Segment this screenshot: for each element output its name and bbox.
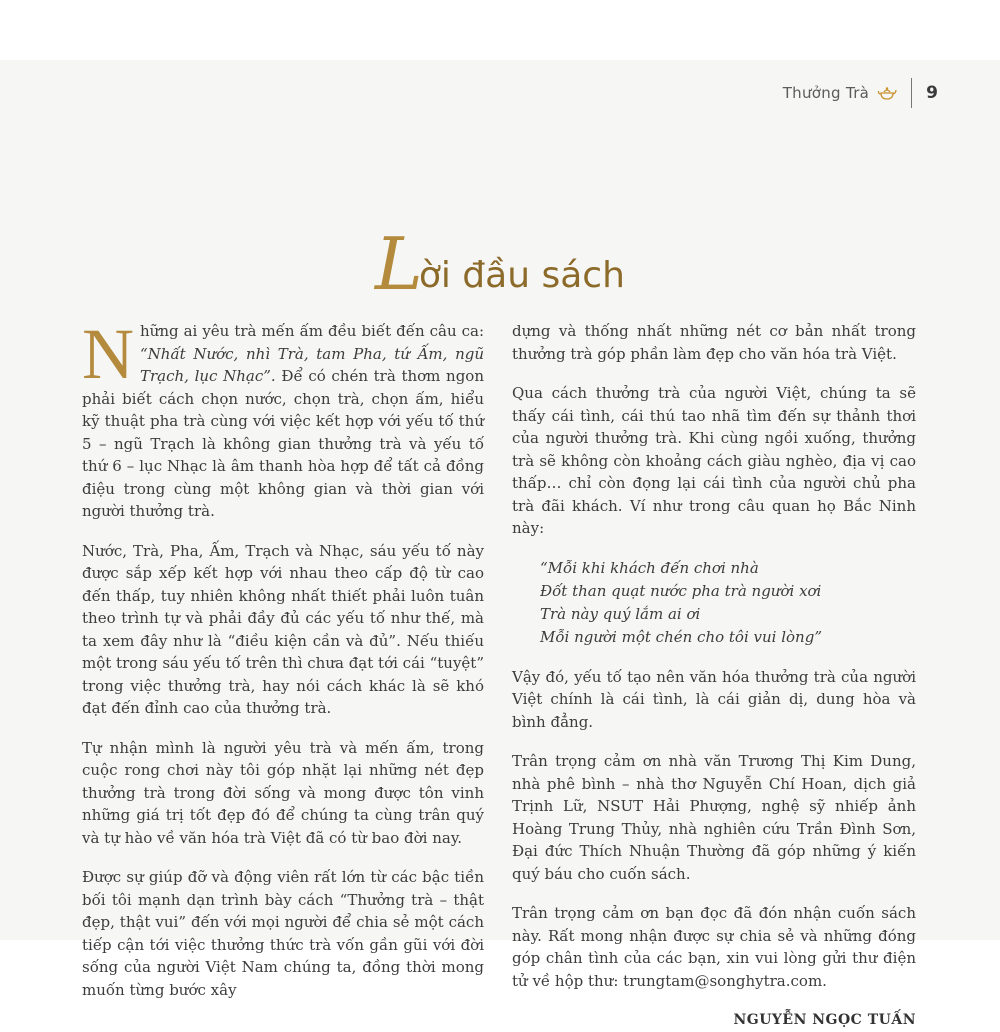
right-column — [512, 320, 916, 1032]
paragraph: Trân trọng cảm ơn bạn đọc đã đón nhận cuốn sách này. Rất mong nhận được sự chia sẻ và những đóng góp chân tình của các bạn, xin vui lòng gửi thư điện tử về hộp thư: trungtam@songhytra.com. — [512, 904, 916, 990]
chapter-heading — [375, 222, 625, 306]
page-number: 9 — [926, 83, 938, 103]
teapot-icon — [877, 84, 897, 102]
heading-initial: L — [375, 222, 423, 306]
author-signature: NGUYỄN NGỌC TUẤN — [733, 1012, 916, 1028]
paragraph — [82, 314, 484, 523]
paragraph-text: hững ai yêu trà mến ấm đều biết đến câu ca: — [140, 322, 484, 340]
heading-text: ời đầu sách — [418, 255, 625, 296]
paragraph: dựng và thống nhất những nét cơ bản nhất trong thưởng trà góp phần làm đẹp cho văn hóa trà Việt. — [512, 322, 916, 363]
header-title: Thưởng Trà — [782, 84, 870, 102]
poem-line: Trà này quý lắm ai ơi — [540, 604, 701, 623]
poem-line: Mỗi người một chén cho tôi vui lòng” — [540, 627, 822, 646]
drop-cap: N — [82, 314, 134, 394]
paragraph: Trân trọng cảm ơn nhà văn Trương Thị Kim Dung, nhà phê bình – nhà thơ Nguyễn Chí Hoan, dịch giả Trịnh Lữ, NSUT Hải Phượng, nghệ sỹ nhiếp ảnh Hoàng Trung Thủy, nhà nghiên cứu Trần Đình Sơn, Đại đức Thích Nhuận Thường đã góp những ý kiến quý báu cho cuốn sách. — [512, 752, 916, 883]
left-column — [82, 314, 484, 1018]
poem-line: Đốt than quạt nước pha trà người xơi — [540, 581, 822, 600]
paragraph: Được sự giúp đỡ và động viên rất lớn từ các bậc tiền bối tôi mạnh dạn trình bày cách “Thưởng trà – thật đẹp, thật vui” đến với mọi người để chia sẻ một cách tiếp cận tới việc thưởng thức trà vốn gần gũi với đời sống của người Việt Nam chúng ta, đồng thời mong muốn từng bước xây — [82, 868, 484, 999]
paragraph: Nước, Trà, Pha, Ấm, Trạch và Nhạc, sáu yếu tố này được sắp xếp kết hợp với nhau theo cấp độ từ cao đến thấp, tuy nhiên không nhất thiết phải luôn tuân theo trình tự và phải đầy đủ các yếu tố như thế, mà ta xem đây như là “điều kiện cần và đủ”. Nếu thiếu một trong sáu yếu tố trên thì chưa đạt tới cái “tuyệt” trong việc thưởng trà, hay nói cách khác là sẽ khó đạt đến đỉnh cao của thưởng trà. — [82, 541, 484, 717]
header-divider — [911, 78, 912, 108]
poem — [540, 557, 916, 649]
paragraph: Tự nhận mình là người yêu trà và mến ấm, trong cuộc rong chơi này tôi góp nhặt lại những nét đẹp thưởng trà trong đời sống và mong được tôn vinh những giá trị tốt đẹp đó để chúng ta cùng trân quý và tự hào về văn hóa trà Việt đã có từ bao đời nay. — [82, 738, 484, 847]
running-header — [783, 78, 938, 108]
paragraph: Qua cách thưởng trà của người Việt, chúng ta sẽ thấy cái tình, cái thú tao nhã tìm đến sự thảnh thơi của người thưởng trà. Khi cùng ngồi xuống, thưởng trà sẽ không còn khoảng cách giàu nghèo, địa vị cao thấp… chỉ còn đọng lại cái tình của người chủ pha trà đãi khách. Ví như trong câu quan họ Bắc Ninh này: — [512, 384, 916, 537]
paragraph-text: Để có chén trà thơm ngon phải biết cách chọn nước, chọn trà, chọn ấm, hiểu kỹ thuật pha trà cùng với việc kết hợp với yếu tố thứ 5 – ngũ Trạch là không gian thưởng trà và yếu tố thứ 6 – lục Nhạc là âm thanh hòa hợp để tất cả đồng điệu trong cùng một không gian và thời gian với người thưởng trà. — [82, 367, 484, 520]
paragraph: Vậy đó, yếu tố tạo nên văn hóa thưởng trà của người Việt chính là cái tình, là cái giản dị, dung hòa và bình đẳng. — [512, 667, 916, 731]
poem-line: “Mỗi khi khách đến chơi nhà — [540, 558, 759, 577]
quote-text: “Nhất Nước, nhì Trà, tam Pha, tứ Ấm, ngũ Trạch, lục Nhạc”. — [140, 344, 484, 385]
